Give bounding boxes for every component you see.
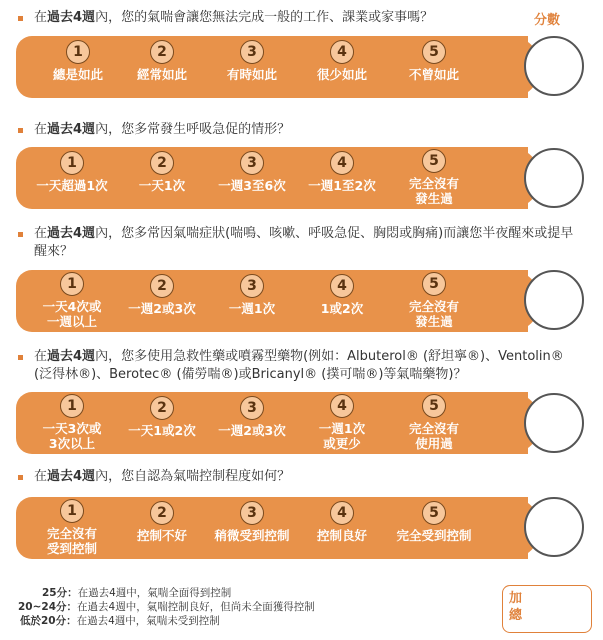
- score-input-1[interactable]: [524, 36, 584, 96]
- option-5-3[interactable]: 3 稍微受到控制: [206, 501, 298, 543]
- answer-band-1: [16, 36, 528, 98]
- option-5-2[interactable]: 2 控制不好: [116, 501, 208, 543]
- option-4-3[interactable]: 3 一週2或3次: [206, 396, 298, 438]
- option-5-5[interactable]: 5 完全受到控制: [388, 501, 480, 543]
- option-2-4[interactable]: 4 一週1至2次: [296, 151, 388, 193]
- option-1-3[interactable]: 3 有時如此: [206, 40, 298, 82]
- legend-row-3: 低於20分：在過去4週中，氣喘未受到控制: [20, 615, 220, 627]
- option-2-2[interactable]: 2 一天1次: [116, 151, 208, 193]
- question-3: [16, 225, 596, 261]
- score-legend: [18, 586, 315, 628]
- legend-row-2: 20~24分：在過去4週中，氣喘控制良好，但尚未全面獲得控制: [18, 601, 315, 613]
- option-1-2[interactable]: 2 經常如此: [116, 40, 208, 82]
- option-1-5[interactable]: 5 不曾如此: [388, 40, 480, 82]
- bullet-icon: [18, 232, 23, 237]
- question-5-text: 在過去4週內，您自認為氣喘控制程度如何？: [16, 468, 574, 486]
- option-2-5[interactable]: 5 完全沒有 發生過: [388, 149, 480, 206]
- question-4-text: 在過去4週內，您多使用急救性藥或噴霧型藥物(例如：Albuterol® (舒坦寧®)、Ventolin® (泛得林®)、Berotec® (備勞喘®)或Bricanyl® (撲可喘®)等氣喘藥物)？: [16, 348, 574, 384]
- answer-band-3: [16, 270, 528, 332]
- option-4-5[interactable]: 5 完全沒有 使用過: [388, 394, 480, 451]
- option-1-1[interactable]: 1 總是如此: [32, 40, 124, 82]
- answer-band-4: [16, 392, 528, 454]
- question-1: [16, 9, 596, 27]
- option-4-1[interactable]: 1 一天3次或 3次以上: [26, 394, 118, 451]
- option-5-4[interactable]: 4 控制良好: [296, 501, 388, 543]
- option-3-3[interactable]: 3 一週1次: [206, 274, 298, 316]
- score-input-3[interactable]: [524, 270, 584, 330]
- answer-band-5: [16, 497, 528, 559]
- question-1-text: 在過去4週內，您的氣喘會讓您無法完成一般的工作、課業或家事嗎？: [16, 9, 574, 27]
- bullet-icon: [18, 475, 23, 480]
- bullet-icon: [18, 355, 23, 360]
- legend-row-1: 25分：在過去4週中，氣喘全面得到控制: [42, 587, 232, 599]
- score-input-2[interactable]: [524, 148, 584, 208]
- option-1-4[interactable]: 4 很少如此: [296, 40, 388, 82]
- score-input-5[interactable]: [524, 497, 584, 557]
- option-2-3[interactable]: 3 一週3至6次: [206, 151, 298, 193]
- option-3-2[interactable]: 2 一週2或3次: [116, 274, 208, 316]
- option-5-1[interactable]: 1 完全沒有 受到控制: [26, 499, 118, 556]
- question-2: [16, 121, 596, 139]
- question-3-text: 在過去4週內，您多常因氣喘症狀(喘鳴、咳嗽、呼吸急促、胸悶或胸痛)而讓您半夜醒來或提早醒來？: [16, 225, 574, 261]
- option-3-4[interactable]: 4 1或2次: [296, 274, 388, 316]
- bullet-icon: [18, 128, 23, 133]
- question-4: [16, 348, 596, 384]
- question-2-text: 在過去4週內，您多常發生呼吸急促的情形？: [16, 121, 574, 139]
- option-3-1[interactable]: 1 一天4次或 一週以上: [26, 272, 118, 329]
- total-score-box[interactable]: [502, 585, 592, 633]
- option-4-2[interactable]: 2 一天1或2次: [116, 396, 208, 438]
- bullet-icon: [18, 16, 23, 21]
- score-input-4[interactable]: [524, 393, 584, 453]
- score-header: 分數: [534, 13, 561, 28]
- option-2-1[interactable]: 1 一天超過1次: [26, 151, 118, 193]
- total-label: 加總: [509, 591, 523, 623]
- option-4-4[interactable]: 4 一週1次 或更少: [296, 394, 388, 451]
- answer-band-2: [16, 147, 528, 209]
- question-5: [16, 468, 596, 486]
- option-3-5[interactable]: 5 完全沒有 發生過: [388, 272, 480, 329]
